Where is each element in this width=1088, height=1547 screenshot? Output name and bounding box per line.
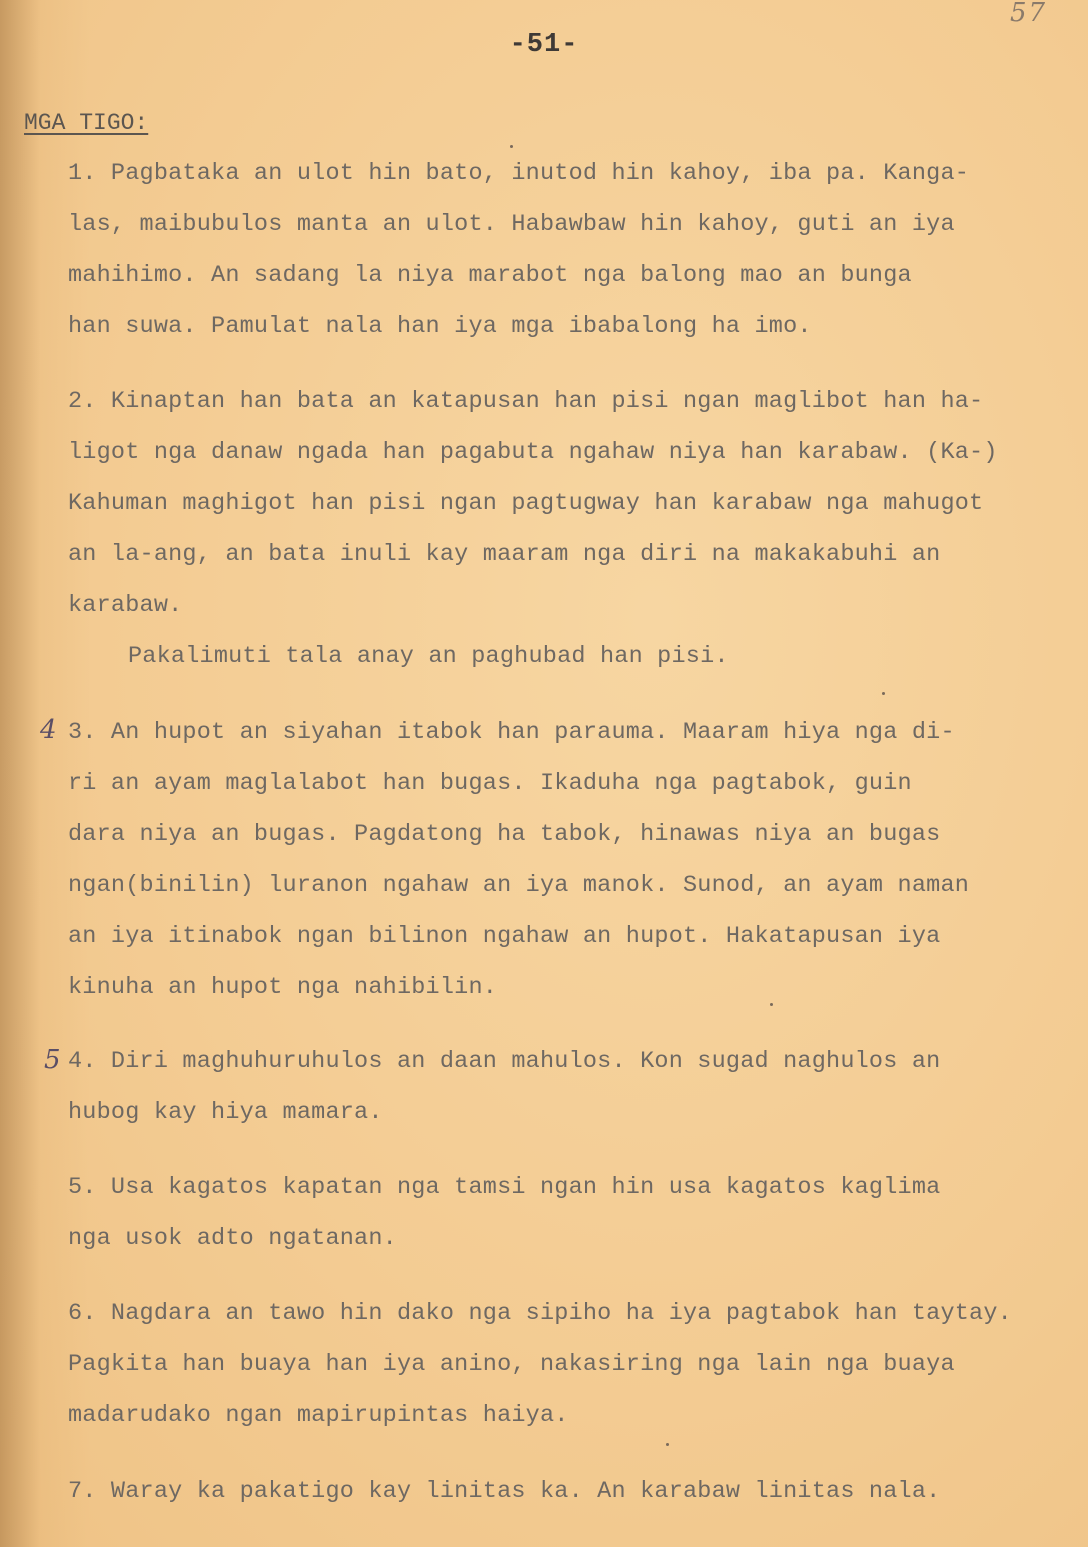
text-line: Kahuman maghigot han pisi ngan pagtugway han karabaw nga mahugot — [68, 490, 984, 517]
text-line: kinuha an hupot nga nahibilin. — [68, 974, 498, 1001]
corner-page-number: 57 — [1010, 0, 1048, 28]
text-line: 4. Diri maghuhuruhulos an daan mahulos. Kon sugad naghulos an — [68, 1048, 941, 1075]
text-line: 2. Kinaptan han bata an katapusan han pisi ngan maglibot han ha- — [68, 388, 984, 415]
text-line: Pagkita han buaya han iya anino, nakasiring nga lain nga buaya — [68, 1351, 955, 1378]
paper-speck — [882, 692, 885, 695]
text-line: 5. Usa kagatos kapatan nga tamsi ngan hin usa kagatos kaglima — [68, 1174, 941, 1201]
text-line: karabaw. — [68, 592, 183, 619]
text-line: an la-ang, an bata inuli kay maaram nga diri na makakabuhi an — [68, 541, 941, 568]
text-line: an iya itinabok ngan bilinon ngahaw an hupot. Hakatapusan iya — [68, 923, 941, 950]
text-line: 6. Nagdara an tawo hin dako nga sipiho ha iya pagtabok han taytay. — [68, 1300, 1012, 1327]
page-number: -51- — [509, 30, 579, 60]
text-line: 1. Pagbataka an ulot hin bato, inutod hin kahoy, iba pa. Kanga- — [68, 160, 970, 187]
text-line: las, maibubulos manta an ulot. Habawbaw hin kahoy, guti an iya — [68, 211, 955, 238]
paper-speck — [770, 1003, 773, 1006]
text-line: ngan(binilin) luranon ngahaw an iya manok. Sunod, an ayam naman — [68, 872, 970, 899]
text-line: madarudako ngan mapirupintas haiya. — [68, 1402, 569, 1429]
text-line: hubog kay hiya mamara. — [68, 1099, 383, 1126]
text-line: han suwa. Pamulat nala han iya mga ibabalong ha imo. — [68, 313, 812, 340]
paper-speck — [510, 145, 513, 148]
section-heading: MGA TIGO: — [24, 110, 149, 136]
paper-speck — [666, 1443, 669, 1446]
text-line: ri an ayam maglalabot han bugas. Ikaduha nga pagtabok, guin — [68, 770, 912, 797]
text-line: nga usok adto ngatanan. — [68, 1225, 397, 1252]
text-line: dara niya an bugas. Pagdatong ha tabok, hinawas niya an bugas — [68, 821, 941, 848]
text-line: ligot nga danaw ngada han pagabuta ngahaw niya han karabaw. (Ka-) — [68, 439, 998, 466]
text-line: mahihimo. An sadang la niya marabot nga balong mao an bunga — [68, 262, 912, 289]
text-line: 3. An hupot an siyahan itabok han parauma. Maaram hiya nga di- — [68, 719, 955, 746]
margin-mark-5: 5 — [44, 1045, 61, 1075]
text-line: 7. Waray ka pakatigo kay linitas ka. An karabaw linitas nala. — [68, 1478, 941, 1505]
margin-mark-4: 4 — [40, 715, 57, 745]
text-line: Pakalimuti tala anay an paghubad han pisi. — [128, 643, 729, 670]
